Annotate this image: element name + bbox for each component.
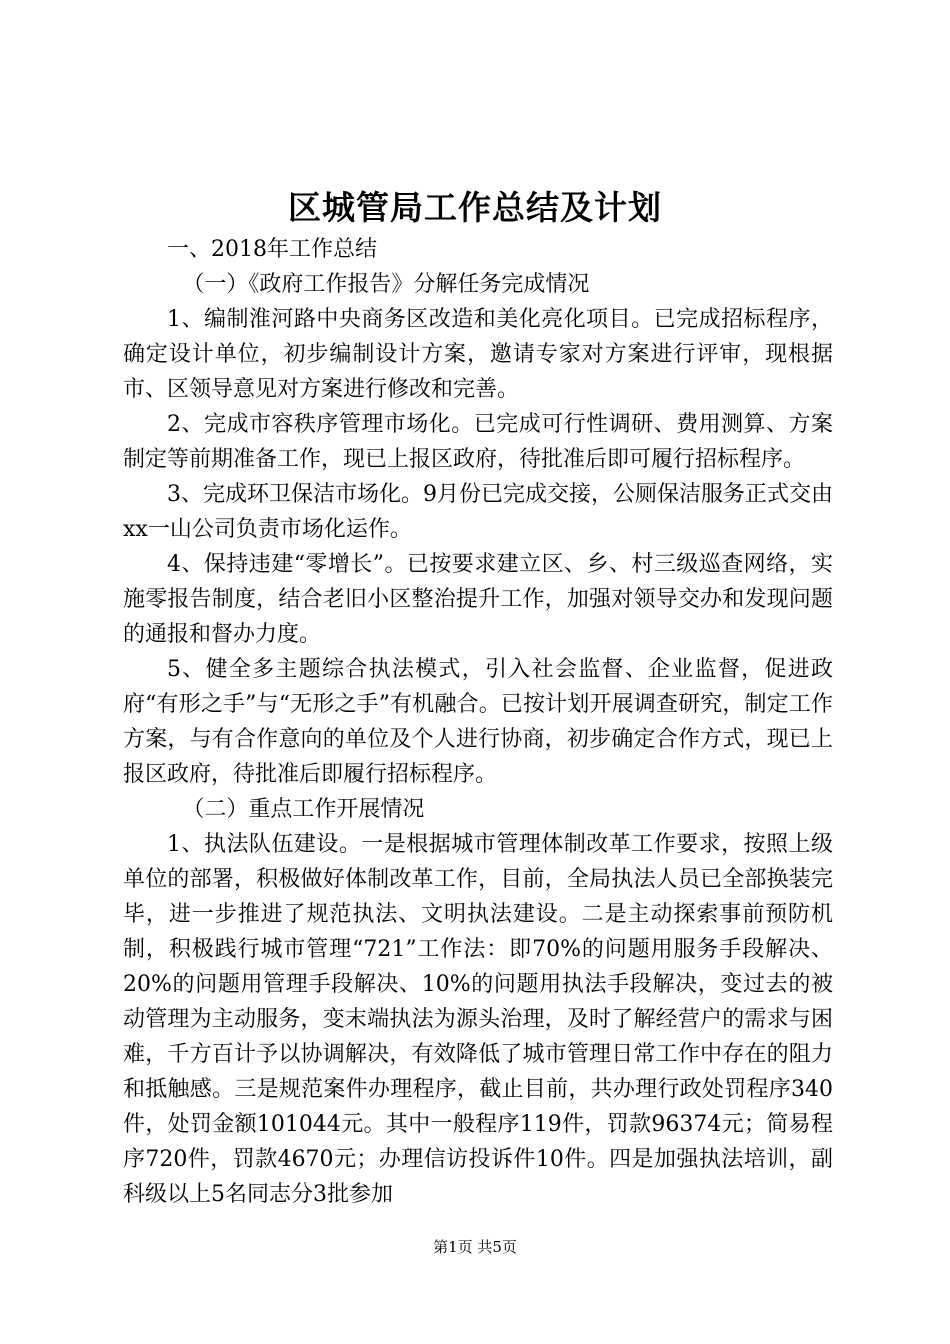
document-body	[123, 232, 833, 1212]
paragraph: 1、编制淮河路中央商务区改造和美化亮化项目。已完成招标程序，确定设计单位，初步编制设计方案，邀请专家对方案进行评审，现根据市、区领导意见对方案进行修改和完善。	[123, 307, 833, 402]
paragraph: 2、完成市容秩序管理市场化。已完成可行性调研、费用测算、方案制定等前期准备工作，现已上报区政府，待批准后即可履行招标程序。	[123, 412, 833, 472]
section-heading: 一、2018年工作总结	[167, 237, 377, 262]
paragraph: 4、保持违建“零增长”。已按要求建立区、乡、村三级巡查网络，实施零报告制度，结合老旧小区整治提升工作，加强对领导交办和发现问题的通报和督办力度。	[123, 552, 833, 647]
document-title: 区城管局工作总结及计划	[288, 188, 662, 227]
subsection-heading: （一）《政府工作报告》分解任务完成情况	[182, 272, 590, 297]
paragraph: 1、执法队伍建设。一是根据城市管理体制改革工作要求，按照上级单位的部署，积极做好体制改革工作，目前，全局执法人员已全部换装完毕，进一步推进了规范执法、文明执法建设。二是主动探索事前预防机制，积极践行城市管理“721”工作法：即70%的问题用服务手段解决、20%的问题用管理手段解决、10%的问题用执法手段解决，变过去的被动管理为主动服务，变末端执法为源头治理，及时了解经营户的需求与困难，千方百计予以协调解决，有效降低了城市管理日常工作中存在的阻力和抵触感。三是规范案件办理程序，截止目前，共办理行政处罚程序340件，处罚金额101044元。其中一般程序119件，罚款96374元；简易程序720件，罚款4670元；办理信访投诉件10件。四是加强执法培训，副科级以上5名同志分3批参加	[123, 832, 833, 1207]
paragraph: 3、完成环卫保洁市场化。9月份已完成交接，公厕保洁服务正式交由xx一山公司负责市场化运作。	[123, 482, 833, 542]
subsection-heading: （二）重点工作开展情况	[182, 797, 425, 822]
paragraph: 5、健全多主题综合执法模式，引入社会监督、企业监督，促进政府“有形之手”与“无形之手”有机融合。已按计划开展调查研究，制定工作方案，与有合作意向的单位及个人进行协商，初步确定合作方式，现已上报区政府，待批准后即履行招标程序。	[123, 657, 833, 787]
page-footer: 第1页 共5页	[433, 1238, 517, 1256]
